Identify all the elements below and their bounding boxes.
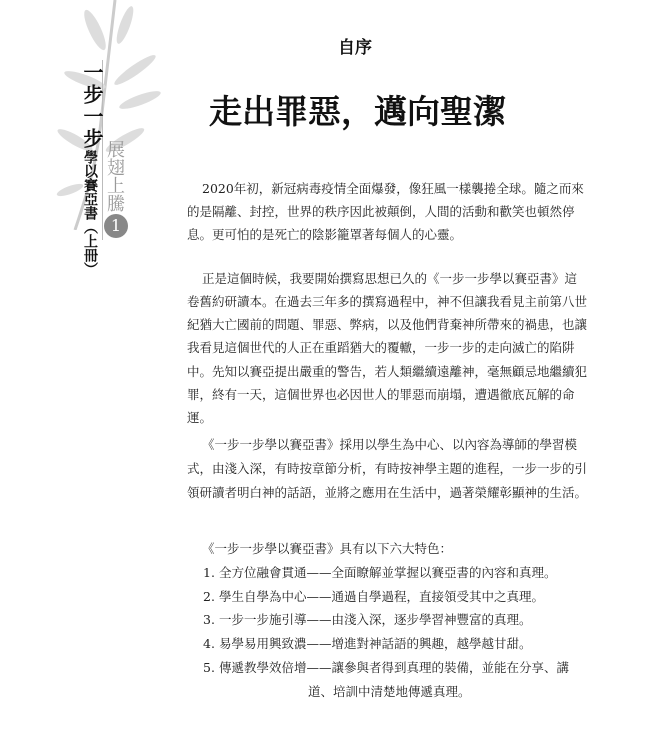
item-text: 易學易用興致濃——增進對神話語的興趣，越學越甘甜。 xyxy=(219,636,532,651)
item-number: 2. xyxy=(203,589,215,604)
item-text: 傳遞教學效倍增——讓參與者得到真理的裝備，並能在分享、講 xyxy=(219,660,570,675)
list-item xyxy=(203,563,557,581)
text-line: 正是這個時候，我要開始撰寫思想已久的《一步一步學以賽亞書》這 xyxy=(202,271,578,286)
item-text: 學生自學為中心——通過自學過程，直接領受其中之真理。 xyxy=(219,589,545,604)
text-line: 領研讀者明白神的話語，並將之應用在生活中，過著榮耀彰顯神的生活。 xyxy=(187,485,588,500)
item-text: 全方位融會貫通——全面瞭解並掌握以賽亞書的內容和真理。 xyxy=(219,565,557,580)
list-item-continuation: 道、培訓中清楚地傳遞真理。 xyxy=(308,684,471,699)
text-line: 卷舊約研讀本。在過去三年多的撰寫過程中，神不但讓我看見主前第八世 xyxy=(187,294,588,309)
item-number: 5. xyxy=(203,660,215,675)
list-item xyxy=(203,634,532,652)
item-number: 4. xyxy=(203,636,215,651)
text-line: 運。 xyxy=(187,410,213,425)
list-item xyxy=(203,610,532,628)
series-title: 一步一步 xyxy=(80,62,104,150)
section-label: 自序 xyxy=(338,38,372,58)
item-number: 1. xyxy=(203,565,215,580)
page-title: 走出罪惡，邁向聖潔 xyxy=(209,92,506,131)
text-line: 的是隔離、封控，世界的秩序因此被顛倒，人間的活動和歡笑也頓然停 xyxy=(187,204,575,219)
series-subtitle: 學以賽亞書（上冊） xyxy=(82,150,98,276)
text-line: 式，由淺入深，有時按章節分析，有時按神學主題的進程，一步一步的引 xyxy=(187,461,588,476)
features-intro: 《一步一步學以賽亞書》具有以下六大特色： xyxy=(202,541,453,556)
text-line: 中。先知以賽亞提出嚴重的警告，若人類繼續遠離神，毫無顧忌地繼續犯 xyxy=(187,364,588,379)
volume-number-badge: 1 xyxy=(104,214,128,238)
item-number: 3. xyxy=(203,612,215,627)
list-item xyxy=(203,587,544,605)
volume-title: 展翅上騰 xyxy=(104,140,125,212)
item-text: 一步一步施引導——由淺入深，逐步學習神豐富的真理。 xyxy=(219,612,532,627)
list-item xyxy=(203,658,569,676)
text-line: 2020年初，新冠病毒疫情全面爆發，像狂風一樣襲捲全球。隨之而來 xyxy=(202,181,584,196)
text-line: 紀猶大亡國前的問題、罪惡、弊病，以及他們背棄神所帶來的禍患，也讓 xyxy=(187,317,588,332)
text-line: 息。更可怕的是死亡的陰影籠罩著每個人的心靈。 xyxy=(187,227,463,242)
text-line: 罪，終有一天，這個世界也必因世人的罪惡而崩塌，遭遇徹底瓦解的命 xyxy=(187,387,575,402)
text-line: 《一步一步學以賽亞書》採用以學生為中心、以內容為導師的學習模 xyxy=(202,437,578,452)
text-line: 我看見這個世代的人正在重蹈猶大的覆轍，一步一步的走向滅亡的陷阱 xyxy=(187,340,575,355)
